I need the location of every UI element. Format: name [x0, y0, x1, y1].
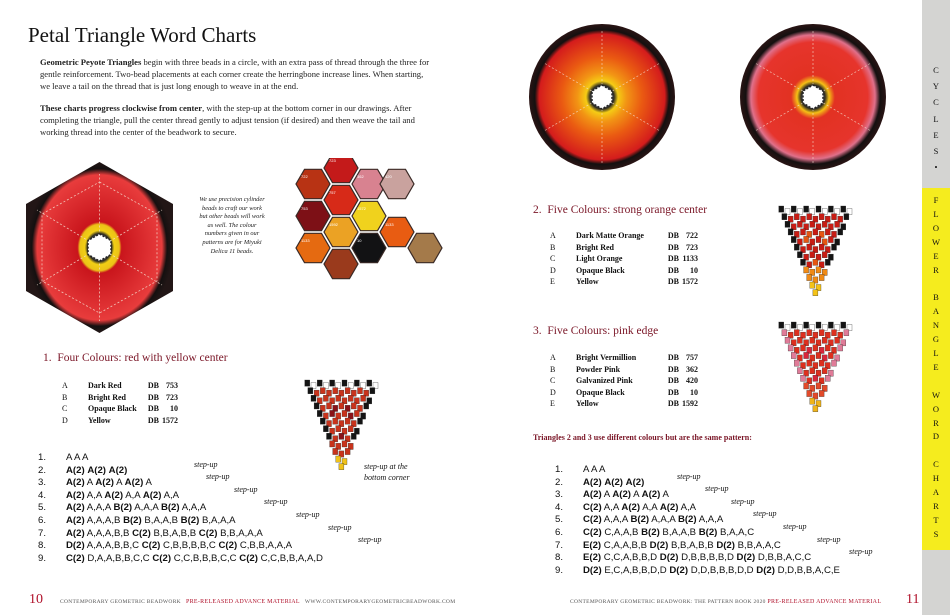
sidebar-cycles: [922, 0, 950, 188]
legend-row: [62, 392, 178, 404]
legend-code: 10: [690, 387, 698, 397]
sidebar-letter: [935, 277, 937, 291]
legend-code: 1133: [682, 254, 698, 264]
sidebar-letter: O: [932, 222, 940, 233]
sidebar-letter: R: [933, 264, 939, 275]
legend-colour-name: Opaque Black: [576, 265, 625, 275]
row-instructions: A(2) A,A,A B(2) A,A,A B(2) A,A,A: [66, 502, 207, 514]
legend-row: [550, 387, 698, 399]
legend-code: 10: [170, 404, 178, 414]
legend-letter: D: [550, 265, 556, 275]
sidebar-letter: G: [932, 334, 940, 345]
legend-letter: B: [550, 364, 556, 374]
legend-brand: DB: [667, 265, 679, 275]
step-up-label: step-up: [705, 484, 729, 494]
sidebar-flower-bangle: [922, 188, 950, 550]
legend-colour-name: Bright Vermillion: [576, 353, 637, 362]
section-1-legend: [62, 380, 178, 426]
legend-letter: C: [62, 404, 68, 414]
legend-letter: D: [62, 415, 68, 425]
chart-row: [38, 509, 418, 528]
row-instructions: A(2) A A(2) A A(2) A: [66, 477, 152, 489]
sidebar-letter: O: [932, 403, 940, 414]
legend-colour-name: Opaque Black: [88, 404, 137, 414]
bead-swatch: [380, 217, 414, 246]
bead-swatch: [296, 169, 330, 198]
row-number: 6.: [555, 526, 564, 538]
sidebar-letter: E: [933, 129, 939, 140]
row-instructions: A(2) A A(2) A A(2) A: [583, 489, 669, 501]
legend-brand: DB: [667, 277, 679, 287]
sidebar-letter: Y: [932, 81, 940, 92]
chart-row: [555, 496, 915, 515]
sidebar-letter: W: [931, 389, 941, 400]
step-up-label: step-up: [234, 484, 258, 494]
sidebar-letter: D: [932, 431, 940, 442]
legend-brand: DB: [667, 254, 679, 264]
sidebar-letter: A: [932, 306, 940, 317]
legend-code: 362: [686, 364, 698, 374]
row-instructions: C(2) A,A A(2) A,A A(2) A,A: [583, 501, 697, 513]
legend-colour-name: Light Orange: [576, 254, 623, 264]
row-number: 7.: [555, 539, 564, 551]
legend-code: 723: [166, 392, 178, 402]
row-instructions: A A A: [66, 452, 89, 463]
sidebar-letter: S: [933, 146, 939, 157]
legend-row: [550, 276, 698, 288]
legend-row: [550, 364, 698, 376]
legend-code: 1572: [162, 415, 178, 425]
step-up-label: step-up: [783, 521, 807, 531]
sidebar-letter: B: [933, 292, 939, 303]
row-number: 8.: [555, 552, 564, 564]
chart-row: [555, 547, 915, 565]
intro-paragraph-2: These charts progress clockwise from center, with the step-up at the bottom corner in our drawings. After completing the triangle, pull the center thread gently to adjust tension (if desired) and then weave the tail and working thread into the center of the beadwork to secure.: [40, 103, 415, 137]
sidebar-letter: H: [932, 473, 940, 484]
row-number: 7.: [38, 527, 47, 539]
sidebar-letter: [935, 444, 937, 458]
triangle-chart-3: [770, 320, 862, 412]
legend-row: [550, 265, 698, 277]
flower-photo-red: [12, 160, 187, 335]
step-up-label: step-up: [358, 535, 382, 545]
swatch-label: 1572: [357, 206, 366, 211]
chart-row: [38, 553, 418, 566]
legend-letter: C: [550, 254, 556, 264]
chart-row: [38, 484, 418, 503]
bead-swatch: [324, 185, 358, 214]
legend-brand: DB: [667, 387, 679, 397]
row-instructions: A(2) A,A A(2) A,A A(2) A,A: [66, 489, 180, 501]
row-number: 4.: [555, 501, 564, 513]
legend-code: 723: [686, 242, 698, 252]
row-instructions: E(2) C,A,A,B,B D(2) B,B,A,B,B D(2) B,B,A,A,C: [583, 539, 781, 551]
chart-row: [555, 521, 915, 540]
legend-brand: DB: [667, 231, 679, 240]
legend-letter: B: [550, 242, 556, 252]
row-instructions: C(2) C,A,A,B B(2) B,A,A,B B(2) B,A,A,C: [583, 526, 755, 538]
legend-code: 722: [686, 231, 698, 240]
row-number: 9.: [38, 552, 47, 564]
swatch-label: 420: [385, 174, 392, 179]
legend-colour-name: Yellow: [576, 277, 599, 287]
legend-row: [550, 230, 698, 242]
bead-note: We use precision cylinder beads to craft our work but other beads will work as well. The colour numbers given in our patterns are for Miyuki Delica 11 beads.: [199, 196, 265, 255]
swatch-label: 1133: [301, 238, 310, 243]
swatch-label: 1592: [329, 222, 338, 227]
bead-swatch: [324, 249, 358, 278]
left-word-chart: [38, 452, 418, 565]
step-up-label: step-up: [296, 509, 320, 519]
row-instructions: D(2) A,A,A,B,B,C C(2) C,B,B,B,B,C C(2) C,B,B,A,A,A: [66, 540, 293, 552]
legend-letter: B: [62, 392, 68, 402]
swatch-label: 722: [301, 174, 308, 179]
row-number: 3.: [38, 477, 47, 489]
row-number: 1.: [555, 464, 564, 475]
row-number: 4.: [38, 489, 47, 501]
sidebar-letter: E: [933, 361, 939, 372]
sidebar-letter: R: [933, 500, 939, 511]
row-instructions: A(2) A(2) A(2): [583, 476, 645, 488]
legend-letter: A: [62, 381, 68, 390]
legend-brand: DB: [667, 399, 679, 409]
sidebar-letter: F: [933, 195, 939, 205]
page-number-right: 11: [906, 592, 920, 607]
legend-code: 420: [686, 376, 698, 386]
row-number: 3.: [555, 489, 564, 501]
bead-swatch: [324, 217, 358, 246]
legend-colour-name: Powder Pink: [576, 364, 621, 374]
page-title: Petal Triangle Word Charts: [28, 23, 257, 47]
swatch-label: 723: [329, 158, 336, 163]
sidebar-letter: [935, 375, 937, 389]
legend-colour-name: Yellow: [88, 415, 111, 425]
row-instructions: D(2) E,C,A,B,B,D,D D(2) D,D,B,B,B,D,D D(2) D,D,B,B,A,C,E: [583, 564, 840, 576]
sidebar-letter: W: [931, 236, 941, 247]
legend-code: 753: [166, 381, 178, 390]
legend-letter: A: [550, 231, 556, 240]
sidebar-letter: C: [933, 97, 939, 108]
legend-code: 757: [686, 353, 698, 362]
section-3-legend: [550, 352, 698, 410]
legend-row: [62, 415, 178, 427]
bead-swatches: [285, 158, 450, 301]
step-up-label: step-up: [849, 547, 873, 557]
legend-letter: E: [550, 399, 555, 409]
legend-code: 1592: [682, 399, 698, 409]
sidebar-letter: L: [933, 113, 939, 124]
legend-row: [62, 380, 178, 392]
legend-letter: D: [550, 387, 556, 397]
sidebar-letter: •: [934, 162, 938, 173]
legend-brand: DB: [147, 415, 159, 425]
legend-brand: DB: [147, 404, 159, 414]
chart-row: [38, 497, 418, 515]
step-up-label: step-up: [206, 472, 230, 482]
right-word-chart: [555, 464, 915, 577]
row-number: 5.: [38, 502, 47, 514]
legend-row: [550, 352, 698, 364]
chart-row: [555, 464, 915, 477]
sidebar-letter: C: [933, 65, 939, 75]
legend-colour-name: Bright Red: [576, 242, 614, 252]
legend-row: [550, 253, 698, 265]
row-instructions: E(2) C,C,A,B,B,D D(2) D,B,B,B,B,D D(2) D,B,B,A,C,C: [583, 552, 812, 564]
sidebar-letter: C: [933, 459, 939, 470]
sidebar-letter: A: [932, 487, 940, 498]
chapter-sidebar: [922, 0, 950, 615]
legend-letter: A: [550, 353, 556, 362]
intro-paragraph-1: Geometric Peyote Triangles begin with three beads in a circle, with an extra pass of thread through the three for gentle reinforcement. Two-bead placements at each corner create the herringbone increase lines. When starting, we leave a tail on the thread that is just long enough to weave in at the end.: [40, 57, 430, 91]
section-3-heading: 3. Five Colours: pink edge: [533, 325, 659, 337]
footer-right: CONTEMPORARY GEOMETRIC BEADWORK: THE PATTERN BOOK 2020 PRE-RELEASED ADVANCE MATERIAL: [570, 599, 882, 605]
legend-letter: C: [550, 376, 556, 386]
chart-row: [38, 535, 418, 553]
sidebar-letter: S: [933, 528, 939, 539]
legend-colour-name: Opaque Black: [576, 387, 625, 397]
legend-brand: DB: [147, 392, 159, 402]
row-instructions: A(2) A,A,A,B B(2) B,A,A,B B(2) B,A,A,A: [66, 514, 236, 526]
chart-row: [38, 452, 418, 465]
bead-swatch: [352, 233, 386, 262]
bead-swatch: [324, 158, 358, 183]
step-up-label: step-up: [194, 459, 218, 469]
row-number: 2.: [555, 476, 564, 488]
footer-left: CONTEMPORARY GEOMETRIC BEADWORK PRE-RELEASED ADVANCE MATERIAL WWW.CONTEMPORARYGEOMETRICBEADWORK.COM: [60, 599, 456, 605]
stepup-note: step-up at the bottom corner: [364, 462, 410, 482]
row-instructions: A(2) A,A,A,B,B C(2) B,B,A,B,B C(2) B,B,A,A,A: [66, 527, 263, 539]
legend-colour-name: Dark Red: [88, 381, 122, 390]
legend-row: [550, 398, 698, 410]
step-up-label: step-up: [753, 509, 777, 519]
bead-swatch: [296, 201, 330, 230]
step-up-label: step-up: [817, 534, 841, 544]
section-2-heading: 2. Five Colours: strong orange center: [533, 204, 708, 216]
sidebar-bottom: [922, 550, 950, 615]
step-up-label: step-up: [328, 522, 352, 532]
section-1-heading: 1. Four Colours: red with yellow center: [43, 352, 228, 364]
sidebar-letter: R: [933, 417, 939, 428]
swatch-label: 362: [357, 174, 364, 179]
swatch-label: 10: [357, 238, 362, 243]
flower-photo-pink: [738, 22, 888, 172]
bead-swatch: [408, 233, 442, 262]
legend-colour-name: Galvanized Pink: [576, 376, 633, 386]
section-2-legend: [550, 230, 698, 288]
legend-letter: E: [550, 277, 555, 287]
legend-colour-name: Dark Matte Orange: [576, 231, 644, 240]
triangles-note: Triangles 2 and 3 use different colours but are the same pattern:: [533, 433, 752, 442]
sidebar-letter: E: [933, 250, 939, 261]
row-number: 5.: [555, 514, 564, 526]
page-number-left: 10: [29, 592, 43, 607]
legend-brand: DB: [667, 376, 679, 386]
row-instructions: A A A: [583, 464, 606, 475]
legend-brand: DB: [147, 381, 159, 390]
row-number: 2.: [38, 464, 47, 476]
chart-row: [555, 565, 915, 578]
row-instructions: C(2) A,A,A B(2) A,A,A B(2) A,A,A: [583, 514, 724, 526]
legend-row: [550, 375, 698, 387]
bead-swatch: [380, 169, 414, 198]
legend-colour-name: Bright Red: [88, 392, 126, 402]
bead-swatch: [352, 201, 386, 230]
chart-row: [555, 509, 915, 527]
sidebar-letter: L: [933, 208, 939, 219]
sidebar-letter: L: [933, 347, 939, 358]
swatch-label: 757: [329, 190, 336, 195]
sidebar-letter: N: [932, 320, 940, 331]
chart-row: [555, 471, 915, 490]
row-instructions: A(2) A(2) A(2): [66, 464, 128, 476]
legend-code: 10: [690, 265, 698, 275]
triangle-chart-2: [770, 204, 862, 296]
sidebar-letter: T: [933, 514, 939, 525]
legend-brand: DB: [667, 353, 679, 362]
legend-row: [62, 403, 178, 415]
swatch-label: 1133: [385, 222, 394, 227]
flower-photo-orange: [527, 22, 677, 172]
legend-row: [550, 242, 698, 254]
row-number: 9.: [555, 564, 564, 576]
legend-code: 1572: [682, 277, 698, 287]
swatch-label: 753: [301, 206, 308, 211]
row-number: 8.: [38, 540, 47, 552]
row-instructions: C(2) D,A,A,B,B,C,C C(2) C,C,B,B,B,C,C C(2) C,C,B,B,A,A,D: [66, 552, 323, 564]
legend-brand: DB: [667, 242, 679, 252]
bead-swatch: [296, 233, 330, 262]
legend-brand: DB: [667, 364, 679, 374]
row-number: 1.: [38, 452, 47, 463]
step-up-label: step-up: [731, 496, 755, 506]
step-up-label: step-up: [677, 471, 701, 481]
step-up-label: step-up: [264, 497, 288, 507]
row-number: 6.: [38, 514, 47, 526]
legend-colour-name: Yellow: [576, 399, 599, 409]
